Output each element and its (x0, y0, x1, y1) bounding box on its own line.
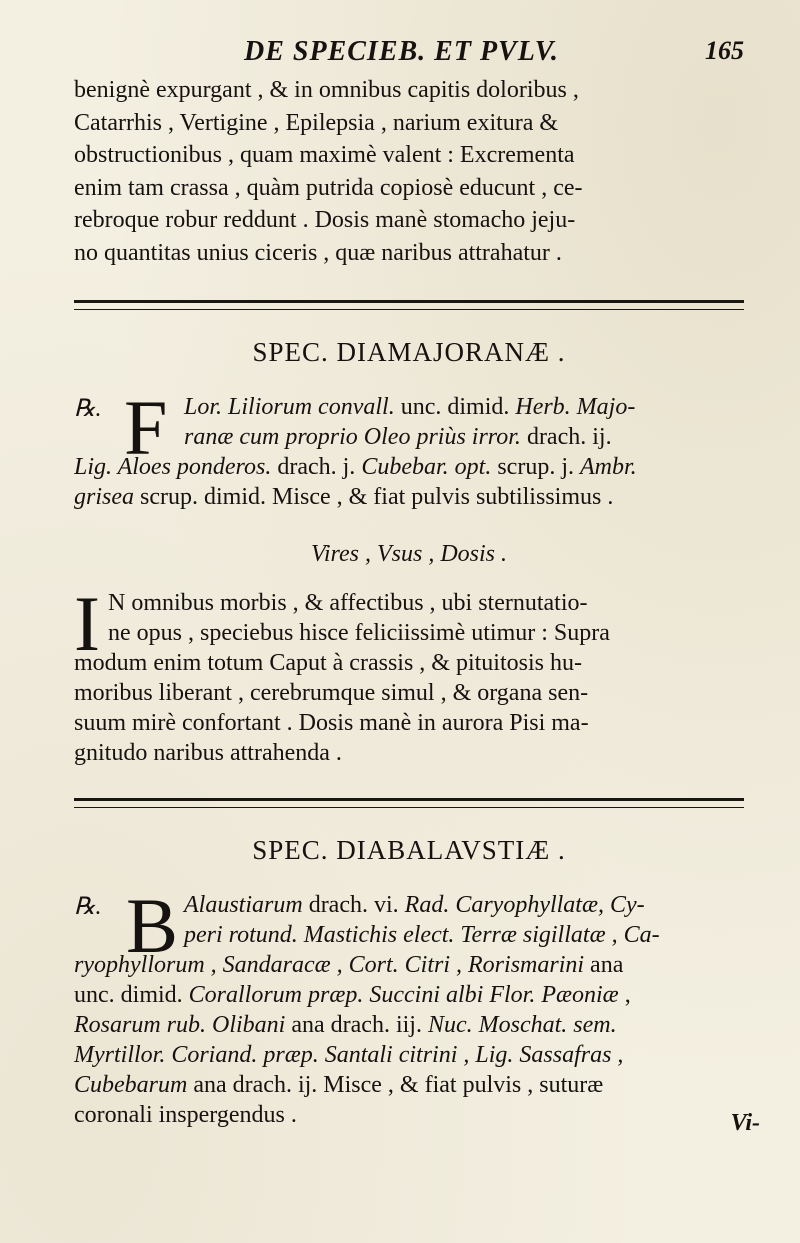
recipe-line (74, 1040, 744, 1070)
paragraph-line: suum mirè confortant . Dosis manè in aurora Pisi ma- (74, 709, 589, 736)
section-heading-diamajoranae: SPEC. DIAMAJORANÆ . (252, 336, 566, 367)
recipe-symbol: ℞. (74, 395, 102, 422)
recipe-line (74, 1100, 744, 1130)
text-run: Rosarum rub. Olibani (74, 1011, 286, 1038)
page-number: 165 (705, 36, 744, 65)
section-divider (74, 798, 744, 808)
section-divider (74, 300, 744, 310)
recipe-line (74, 980, 744, 1010)
recipe-diabalaustiae (74, 881, 744, 1130)
sub-heading-vires: Vires , Vsus , Dosis . (310, 540, 507, 567)
intro-line: no quantitas unius ciceris , quæ naribus attrahatur . (74, 239, 562, 266)
text-run: coronali inspergendus . (74, 1101, 297, 1128)
recipe-symbol: ℞. (74, 893, 102, 920)
text-run: drach. ij. (520, 423, 612, 450)
text-run: ana drach. iij. (285, 1011, 428, 1038)
text-run: drach. j. (271, 453, 362, 480)
paragraph-line: moribus liberant , cerebrumque simul , & organa sen- (74, 679, 589, 706)
text-run: peri rotund. Mastichis elect. Terræ sigillatæ , Ca- (184, 921, 660, 948)
recipe-line (74, 482, 744, 512)
running-title: DE SPECIEB. ET PVLV. (244, 36, 559, 67)
text-run: scrup. j. (491, 453, 580, 480)
text-run: , (618, 981, 631, 1008)
text-run: Nuc. Moschat. sem. (427, 1011, 617, 1038)
intro-line: Catarrhis , Vertigine , Epilepsia , narium exitura & (74, 109, 559, 136)
section-heading-diabalaustiae: SPEC. DIABALAVSTIÆ . (252, 834, 566, 865)
intro-line: enim tam crassa , quàm putrida copiosè educunt , ce- (74, 174, 583, 201)
recipe-line (74, 1010, 744, 1040)
recipe-line (74, 452, 744, 482)
page-content (74, 30, 744, 1130)
text-run: unc. dimid. (394, 393, 516, 420)
recipe-diamajoranae (74, 383, 744, 512)
paragraph-line: N omnibus morbis , & affectibus , ubi sternutatio- (108, 589, 588, 616)
paragraph-line: gnitudo naribus attrahenda . (74, 739, 342, 766)
recipe-line (74, 422, 744, 452)
text-run: ranæ cum proprio Oleo priùs irror. (184, 423, 521, 450)
text-run: ana (584, 951, 624, 978)
text-run: Herb. Majo- (515, 393, 636, 420)
text-run: Myrtillor. Coriand. præp. Santali citrini , Lig. Sassafras , (74, 1041, 624, 1068)
text-run: Lig. Aloes ponderos. (74, 453, 272, 480)
intro-line: benignè expurgant , & in omnibus capitis doloribus , (74, 77, 579, 103)
paragraph-line: modum enim totum Caput à crassis , & pituitosis hu- (74, 649, 582, 676)
recipe-lines (74, 383, 744, 512)
drop-cap-letter: I (74, 579, 100, 667)
text-run: ryophyllorum , Sandaracæ , Cort. Citri , Rorismarini (74, 951, 585, 978)
intro-line: rebroque robur reddunt . Dosis manè stomacho jeju- (74, 207, 576, 234)
intro-paragraph (74, 74, 744, 270)
intro-line: obstructionibus , quam maximè valent : Excrementa (74, 142, 575, 169)
text-run: drach. vi. (302, 891, 405, 918)
text-run: Ambr. (579, 453, 637, 480)
text-run: scrup. dimid. Misce , & fiat pulvis subtilissimus . (134, 483, 614, 510)
usage-paragraph (74, 579, 744, 768)
text-run: grisea (74, 483, 134, 510)
drop-cap-letter: B (126, 881, 179, 969)
recipe-line (74, 392, 744, 422)
text-run: unc. dimid. (74, 981, 189, 1008)
catchword: Vi- (730, 1110, 760, 1136)
text-run: ana drach. ij. Misce , & fiat pulvis , suturæ (187, 1071, 604, 1098)
text-run: Rad. Caryophyllatæ, Cy- (404, 891, 645, 918)
text-run: Alaustiarum (184, 891, 303, 918)
drop-cap-letter: F (124, 383, 168, 471)
paragraph-line: ne opus , speciebus hisce feliciissimè utimur : Supra (108, 619, 610, 646)
text-run: Corallorum præp. Succini albi Flor. Pæoniæ (188, 981, 619, 1008)
running-head (74, 30, 744, 74)
recipe-line (74, 1070, 744, 1100)
text-run: Lor. Liliorum convall. (184, 393, 395, 420)
text-run: Cubebar. opt. (361, 453, 492, 480)
text-run: Cubebarum (74, 1071, 188, 1098)
